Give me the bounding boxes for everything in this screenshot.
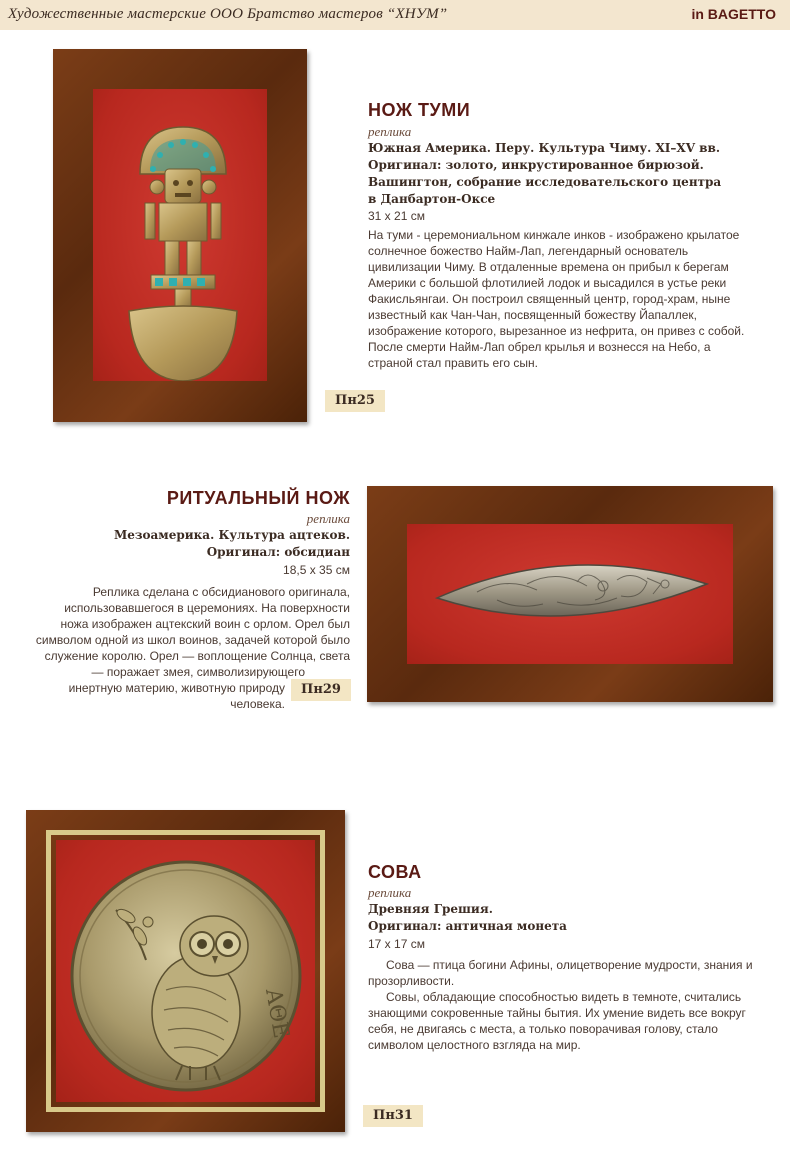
tumi-desc-line: страной стал править его сын. — [368, 356, 538, 370]
tumi-desc-line: После смерти Найм-Лап обрел крылья и вознесся на Небо, а — [368, 340, 711, 354]
owl-frame — [26, 810, 345, 1132]
tumi-desc-line: цивилизации Чиму. В отдаленные времена он прибыл к берегам — [368, 260, 729, 274]
tumi-description — [368, 227, 778, 371]
ritual-knife-desc-line: инертную материю, животную природу — [68, 681, 285, 695]
workshop-name: Художественные мастерские ООО Братство мастеров “ХНУМ” — [8, 6, 448, 22]
ritual-knife-title: РИТУАЛЬНЫЙ НОЖ — [166, 488, 350, 508]
owl-details — [368, 901, 768, 935]
coin-lettering: ΑΘΕ — [260, 986, 294, 1041]
owl-desc-line: знающими сокровенные тайны бытия. Их умение видеть все вокруг — [368, 1006, 746, 1020]
owl-desc-line: символом целостного взгляда на мир. — [368, 1038, 581, 1052]
owl-detail-line: Древняя Грешия. — [368, 902, 493, 916]
ritual-knife-mat — [407, 524, 733, 664]
owl-size: 17 х 17 см — [368, 937, 425, 951]
owl-replica-label: реплика — [368, 885, 412, 900]
owl-description — [368, 957, 778, 1053]
tumi-detail-line: Южная Америка. Перу. Культура Чиму. XI–XV вв. — [368, 141, 721, 155]
tumi-desc-line: Факисльянгаи. Он построил священный центр, город-храм, ныне — [368, 292, 731, 306]
ritual-knife-details — [50, 527, 350, 561]
brand-label: in BAGETTO — [691, 6, 776, 22]
owl-detail-line: Оригинал: античная монета — [368, 919, 567, 933]
tumi-code-badge: Пн25 — [325, 390, 385, 412]
ritual-knife-detail-line: Мезоамерика. Культура ацтеков. — [113, 528, 350, 542]
tumi-detail-line: Вашингтон, собрание исследовательского центра — [368, 175, 722, 189]
ritual-knife-frame — [367, 486, 773, 702]
tumi-desc-line: известный как Чан-Чан, посвященный божеству Йапаллек, — [368, 308, 697, 322]
tumi-knife-image — [93, 89, 267, 381]
tumi-desc-line: изображение которого, вырезанное из нефрита, он привез с собой. — [368, 324, 745, 338]
ritual-knife-code-badge: Пн29 — [291, 679, 351, 701]
ritual-knife-desc-line: человека. — [230, 697, 285, 711]
ritual-knife-desc-line: использовавшегося в церемониях. На поверхности — [64, 601, 350, 615]
owl-desc-line: Совы, обладающие способностью видеть в темноте, считались — [386, 990, 742, 1004]
tumi-size: 31 х 21 см — [368, 209, 425, 223]
tumi-desc-line: Америки с большой флотилией лодок и высадился в устье реки — [368, 276, 727, 290]
ritual-knife-desc-line: символом одной из школ воинов, задачей которой было — [35, 633, 350, 647]
ritual-knife-desc-line: ножа изображен ацтекский воин с орлом. Орел был — [60, 617, 350, 631]
tumi-title: НОЖ ТУМИ — [368, 100, 471, 120]
header-bar — [0, 0, 790, 30]
tumi-desc-line: На туми - церемониальном кинжале инков - изображено крылатое — [368, 228, 740, 242]
ritual-knife-detail-line: Оригинал: обсидиан — [206, 545, 350, 559]
tumi-detail-line: Оригинал: золото, инкрустированное бирюзой. — [368, 158, 704, 172]
owl-desc-line: Сова — птица богини Афины, олицетворение мудрости, знания и — [386, 958, 753, 972]
tumi-mat — [93, 89, 267, 381]
tumi-replica-label: реплика — [368, 124, 412, 139]
owl-desc-line: себя, не двигаясь с места, а только поворачивая голову, стало — [368, 1022, 718, 1036]
owl-desc-line: прозорливости. — [368, 974, 455, 988]
owl-code-badge: Пн31 — [363, 1105, 423, 1127]
tumi-detail-line: в Данбартон-Оксе — [368, 192, 496, 206]
owl-title: СОВА — [368, 862, 422, 882]
ritual-knife-size: 18,5 х 35 см — [283, 563, 350, 577]
tumi-details — [368, 140, 768, 208]
ritual-knife-image — [407, 524, 733, 664]
tumi-desc-line: солнечное божество Найм-Лап, легендарный основатель — [368, 244, 689, 258]
ritual-knife-desc-line: — поражает змея, символизирующего — [91, 665, 305, 679]
owl-mat — [56, 840, 315, 1102]
ritual-knife-desc-line: служение королю. Орел — воплощение Солнца, света — [44, 649, 350, 663]
owl-coin-image — [56, 840, 315, 1102]
ritual-knife-desc-line: Реплика сделана с обсидианового оригинала, — [92, 585, 350, 599]
tumi-frame — [53, 49, 307, 422]
ritual-knife-replica-label: реплика — [306, 511, 350, 526]
